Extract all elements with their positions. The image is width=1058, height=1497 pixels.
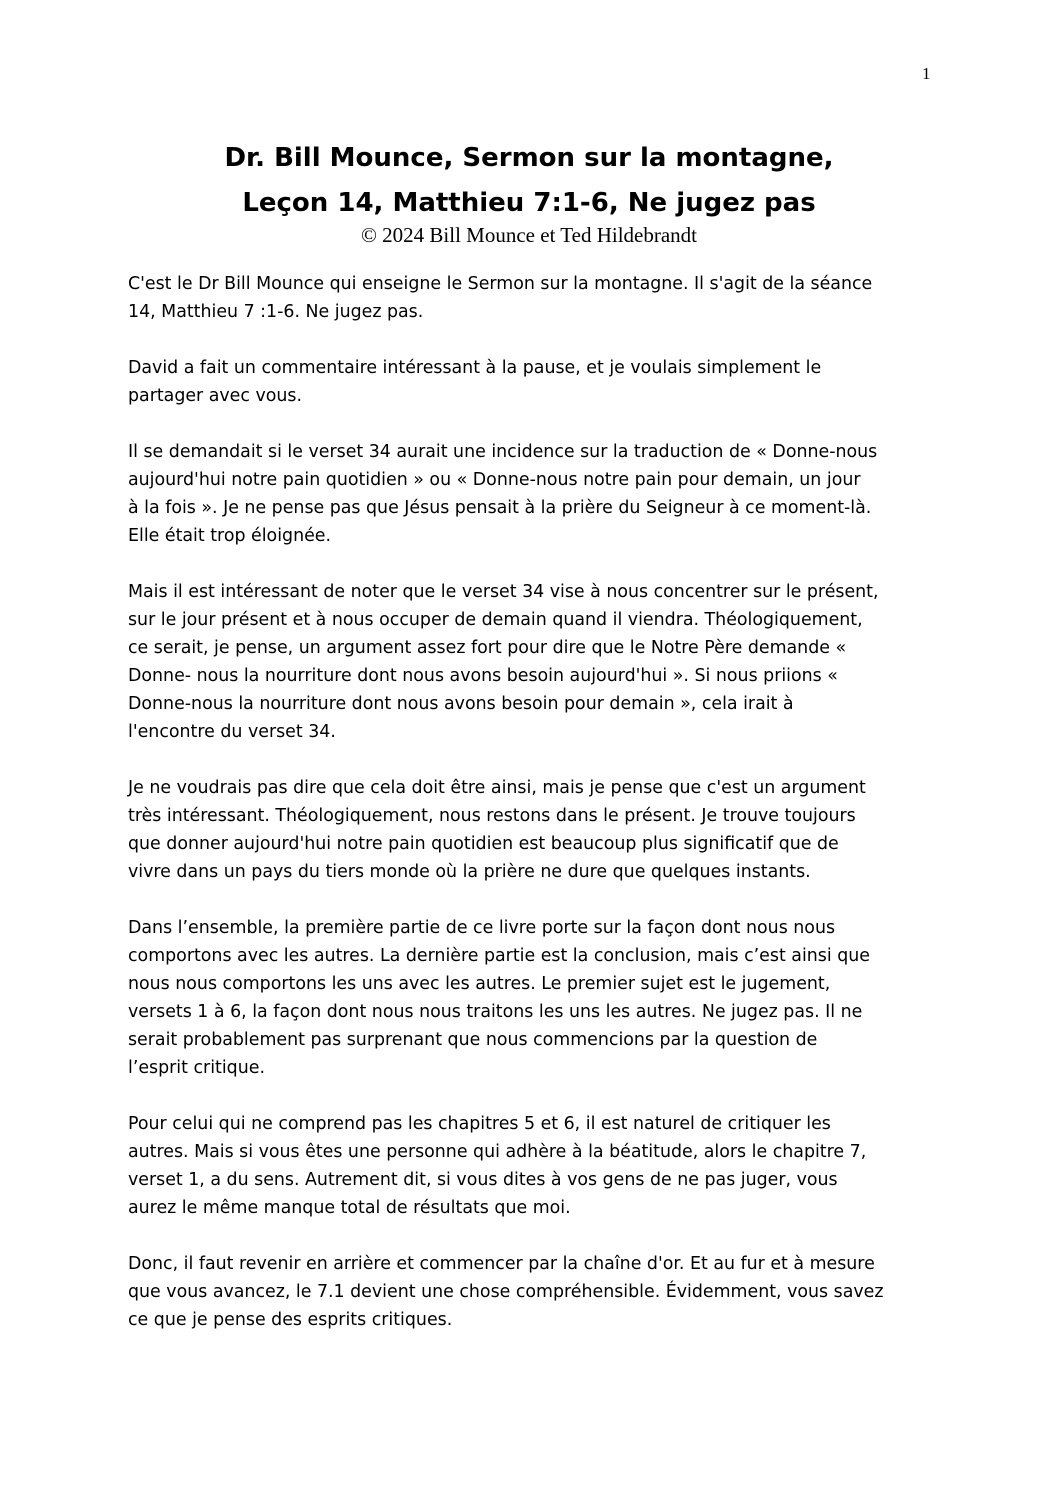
- page-title: [0, 136, 1058, 226]
- paragraph: [128, 914, 936, 1082]
- paragraph-line: David a fait un commentaire intéressant à la pause, et je voulais simplement le: [128, 358, 822, 378]
- paragraph: [128, 774, 936, 886]
- paragraph-line: serait probablement pas surprenant que nous commencions par la question de: [128, 1030, 818, 1050]
- paragraph-line: aujourd'hui notre pain quotidien » ou « Donne-nous notre pain pour demain, un jour: [128, 470, 861, 490]
- paragraph-line: Elle était trop éloignée.: [128, 526, 332, 546]
- paragraph-line: Mais il est intéressant de noter que le verset 34 vise à nous concentrer sur le présent,: [128, 582, 879, 602]
- paragraph-line: Donc, il faut revenir en arrière et commencer par la chaîne d'or. Et au fur et à mesure: [128, 1254, 875, 1274]
- paragraph: [128, 270, 936, 326]
- paragraph-line: que vous avancez, le 7.1 devient une chose compréhensible. Évidemment, vous savez: [128, 1282, 884, 1302]
- paragraph-line: Il se demandait si le verset 34 aurait une incidence sur la traduction de « Donne-nous: [128, 442, 878, 462]
- paragraph-line: ce serait, je pense, un argument assez fort pour dire que le Notre Père demande «: [128, 638, 847, 658]
- paragraph: [128, 438, 936, 550]
- paragraph-line: à la fois ». Je ne pense pas que Jésus pensait à la prière du Seigneur à ce moment-là.: [128, 498, 872, 518]
- paragraph: [128, 1110, 936, 1222]
- paragraph-line: que donner aujourd'hui notre pain quotidien est beaucoup plus significatif que de: [128, 834, 839, 854]
- paragraph-line: Pour celui qui ne comprend pas les chapitres 5 et 6, il est naturel de critiquer les: [128, 1114, 831, 1134]
- paragraph-line: sur le jour présent et à nous occuper de demain quand il viendra. Théologiquement,: [128, 610, 863, 630]
- paragraph-line: ce que je pense des esprits critiques.: [128, 1310, 453, 1330]
- paragraph-line: vivre dans un pays du tiers monde où la prière ne dure que quelques instants.: [128, 862, 811, 882]
- paragraph-line: Je ne voudrais pas dire que cela doit être ainsi, mais je pense que c'est un argument: [128, 778, 866, 798]
- paragraph-line: aurez le même manque total de résultats que moi.: [128, 1198, 571, 1218]
- paragraph-line: versets 1 à 6, la façon dont nous nous traitons les uns les autres. Ne jugez pas. Il ne: [128, 1002, 863, 1022]
- paragraph: [128, 578, 936, 746]
- paragraph-line: l'encontre du verset 34.: [128, 722, 336, 742]
- paragraph-line: autres. Mais si vous êtes une personne qui adhère à la béatitude, alors le chapitre 7,: [128, 1142, 867, 1162]
- paragraph-line: partager avec vous.: [128, 386, 303, 406]
- paragraph-line: très intéressant. Théologiquement, nous restons dans le présent. Je trouve toujours: [128, 806, 856, 826]
- paragraph-line: nous nous comportons les uns avec les autres. Le premier sujet est le jugement,: [128, 974, 831, 994]
- document-body: [128, 270, 936, 1362]
- page-number: 1: [922, 64, 931, 83]
- paragraph-line: Dans l’ensemble, la première partie de ce livre porte sur la façon dont nous nous: [128, 918, 836, 938]
- paragraph-line: verset 1, a du sens. Autrement dit, si vous dites à vos gens de ne pas juger, vous: [128, 1170, 838, 1190]
- copyright-notice: © 2024 Bill Mounce et Ted Hildebrandt: [360, 223, 698, 247]
- paragraph: [128, 1250, 936, 1334]
- paragraph: [128, 354, 936, 410]
- paragraph-line: 14, Matthieu 7 :1-6. Ne jugez pas.: [128, 302, 424, 322]
- title-line-2: Leçon 14, Matthieu 7:1-6, Ne jugez pas: [242, 188, 816, 218]
- paragraph-line: Donne-nous la nourriture dont nous avons besoin pour demain », cela irait à: [128, 694, 794, 714]
- paragraph-line: Donne- nous la nourriture dont nous avons besoin aujourd'hui ». Si nous priions «: [128, 666, 838, 686]
- paragraph-line: comportons avec les autres. La dernière partie est la conclusion, mais c’est ainsi que: [128, 946, 870, 966]
- paragraph-line: C'est le Dr Bill Mounce qui enseigne le Sermon sur la montagne. Il s'agit de la séance: [128, 274, 873, 294]
- paragraph-line: l’esprit critique.: [128, 1058, 265, 1078]
- title-line-1: Dr. Bill Mounce, Sermon sur la montagne,: [224, 143, 834, 173]
